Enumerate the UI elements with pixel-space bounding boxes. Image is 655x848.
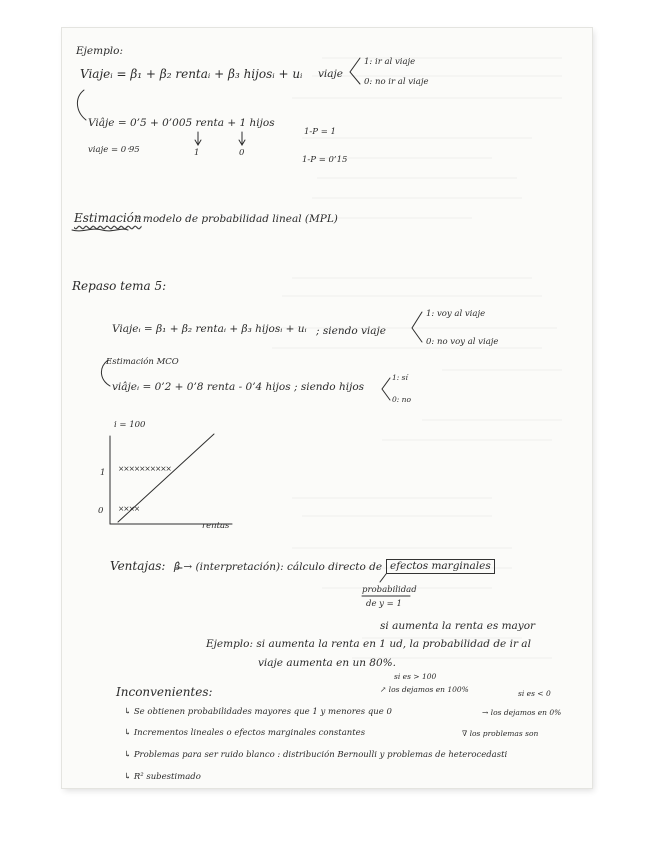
- graph-y-tick-1: 1: [100, 468, 106, 478]
- ejemplo-option-0: 0: no ir al viaje: [364, 77, 429, 87]
- estimacion-text: : modelo de probabilidad lineal (MPL): [136, 213, 338, 225]
- hijos-brace: [382, 378, 390, 400]
- probabilidad-note-2: de y = 1: [366, 599, 402, 609]
- repaso-estimated-model: viâjeᵢ = 0’2 + 0’8 renta - 0’4 hijos ; siendo hijos: [112, 381, 365, 393]
- repaso-brace: [412, 312, 422, 342]
- note-dejamos-100: ↗ los dejamos en 100%: [380, 685, 469, 694]
- ejemplo-arrow-value-1: 1: [194, 148, 200, 158]
- repaso-mco-hook: [101, 360, 110, 386]
- repaso-i-label: i = 100: [114, 420, 146, 430]
- repaso-hijos-1: 1: sí: [392, 373, 408, 382]
- graph-x-label: rentas: [202, 521, 230, 531]
- repaso-model: Viajeᵢ = β₁ + β₂ rentaᵢ + β₃ hijosᵢ + uᵢ: [112, 323, 307, 335]
- note-si-menor-0: si es < 0: [518, 689, 551, 698]
- inconveniente-item-4: ↳ R² subestimado: [124, 772, 201, 782]
- ventajas-text: β̂ → (interpretación): cálculo directo de: [174, 561, 383, 573]
- efectos-marginales-box: efectos marginales: [386, 559, 495, 574]
- graph-y-tick-0: 0: [98, 506, 104, 516]
- ventajas-ejemplo: Ejemplo: si aumenta la renta en 1 ud, la probabilidad de ir al: [206, 638, 531, 650]
- ejemplo-model: Viajeᵢ = β₁ + β₂ rentaᵢ + β₃ hijosᵢ + uᵢ: [80, 67, 303, 81]
- inconveniente-item-2: ↳ Incrementos lineales o efectos marginales constantes: [124, 728, 366, 738]
- graph-points-one: ××××××××××: [118, 464, 171, 473]
- ejemplo-arrow-value-0: 0: [239, 148, 245, 158]
- inconveniente-item-1-tail: → los dejamos en 0%: [482, 708, 562, 717]
- note-si-mayor-100: si es > 100: [394, 672, 437, 681]
- ink-strokes: [62, 28, 592, 788]
- inconveniente-item-3: ↳ Problemas para ser ruido blanco : distribución Bernoulli y problemas de heterocedasti: [124, 750, 508, 760]
- inconveniente-item-1: ↳ Se obtienen probabilidades mayores que 1 y menores que 0: [124, 707, 392, 717]
- probabilidad-note: probabilidad: [362, 585, 417, 595]
- ejemplo-viaje-value: viaje = 0‧95: [88, 145, 140, 155]
- probabilidad-arrow: [380, 574, 386, 582]
- repaso-mco-label: Estimación MCO: [106, 357, 179, 367]
- repaso-title: Repaso tema 5:: [72, 279, 167, 293]
- inconvenientes-label: Inconvenientes:: [116, 685, 213, 699]
- repaso-option-0: 0: no voy al viaje: [426, 337, 499, 347]
- ejemplo-title: Ejemplo:: [76, 45, 124, 57]
- ejemplo-option-1: 1: ir al viaje: [364, 57, 416, 67]
- inconveniente-item-2-tail: ∇ los problemas son: [462, 729, 539, 738]
- repaso-option-1: 1: voy al viaje: [426, 309, 486, 319]
- repaso-siendo: ; siendo viaje: [316, 325, 386, 337]
- repaso-hijos-0: 0: no: [392, 395, 412, 404]
- ejemplo-estimated-model: Viâje = 0’5 + 0’005 renta + 1 hijos: [88, 117, 275, 129]
- ventajas-label: Ventajas:: [110, 559, 166, 573]
- graph-points-zero: ××××: [118, 504, 140, 513]
- ejemplo-prob-2: 1-P = 0’15: [302, 155, 348, 165]
- estimacion-label: Estimación: [74, 211, 142, 225]
- notebook-page: [62, 28, 592, 788]
- graph-regression-line: [118, 434, 214, 522]
- ejemplo-brace: [350, 58, 360, 84]
- ventajas-si-aumenta: si aumenta la renta es mayor: [380, 620, 536, 632]
- ejemplo-hook: [77, 90, 86, 120]
- ejemplo-viaje-word: viaje: [318, 68, 344, 80]
- hijos-underline: [72, 229, 128, 231]
- ejemplo-prob-1: 1-P = 1: [304, 127, 336, 137]
- ventajas-ejemplo-2: viaje aumenta en un 80%.: [258, 657, 396, 669]
